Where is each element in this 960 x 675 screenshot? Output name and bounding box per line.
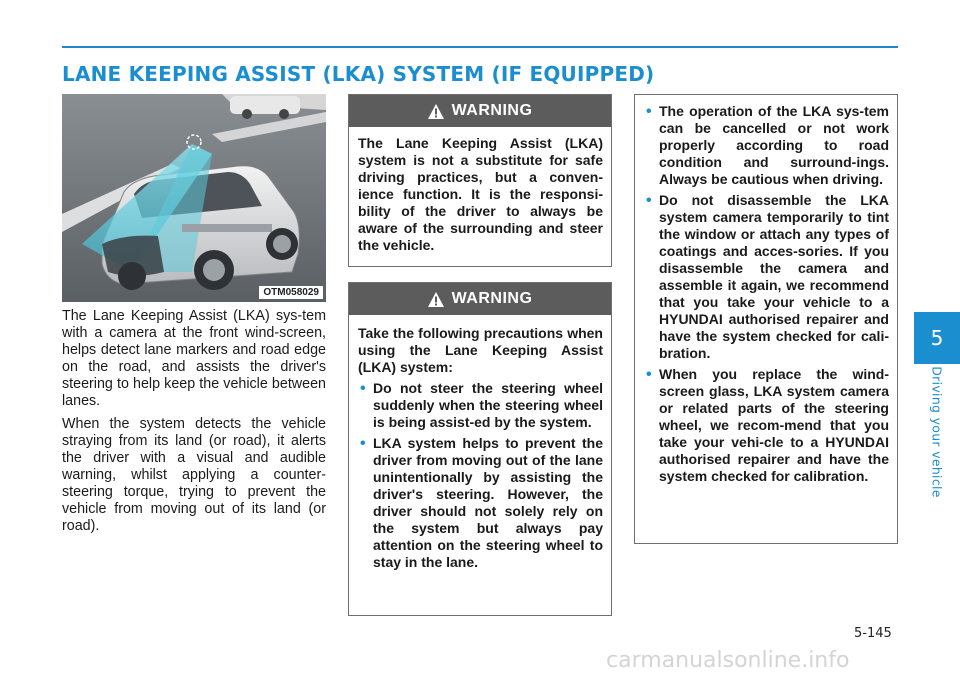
warning-2-intro: Take the following precautions when using the Lane Keeping Assist (LKA) system: [358,325,603,375]
warning-2-bullet: • Do not steer the steering wheel suddenly when the steering wheel is being assist-ed by the system. [358,380,603,431]
intro-text [62,308,326,541]
warning-text-1: The Lane Keeping Assist (LKA) system is not a substitute for safe driving practices, but a conven-ience function. It is the responsi-bility of the driver to always be aware of the surrounding and steer the vehicle. [358,135,603,253]
warning-header-1 [349,95,611,127]
warning-header-2-label: WARNING [451,290,533,307]
warning-header-2 [349,283,611,315]
warning-box-2 [348,282,612,616]
warning-body-2 [349,315,611,583]
intro-paragraph-2: When the system detects the vehicle straying from its land (or road), it alerts the driver with a visual and audible warning, whilst applying a counter-steering torque, trying to prevent the vehicle from moving out of its land (or road). [62,416,326,534]
chapter-label: Driving your vehicle [929,366,945,498]
warning-triangle-icon [428,292,444,307]
lka-illustration [62,94,326,302]
car-camera-illustration [62,94,326,302]
header-rule [62,46,898,48]
caution-bullet: • Do not disassemble the LKA system camera temporarily to tint the window or attach any types of coatings and acces-sories. If you disassemble the camera and assemble it again, we recommend that you take your vehicle to a HYUNDAI authorised repairer and have the system checked for cali-bration. [644,192,889,362]
page-title: LANE KEEPING ASSIST (LKA) SYSTEM (IF EQUIPPED) [62,62,655,86]
caution-box [634,94,898,544]
caution-body [635,95,897,497]
watermark: carmanualsonline.info [606,648,850,673]
chapter-tab: 5 [914,312,960,364]
warning-2-bullet: • LKA system helps to prevent the driver from moving out of the lane unintentionally by assisting the driver's steering. However, the driver should not solely rely on the system but always pay attention on the steering wheel to stay in the lane. [358,435,603,571]
warning-box-1 [348,94,612,267]
warning-body-1 [349,127,611,266]
intro-paragraph-1: The Lane Keeping Assist (LKA) sys-tem with a camera at the front wind-screen, helps detect lane markers and road edge on the road, and assists the driver's steering to help keep the vehicle between lanes. [62,308,326,409]
warning-triangle-icon [428,104,444,119]
figure-caption: OTM058029 [259,286,323,299]
page-number: 5-145 [854,626,892,641]
caution-bullet: • When you replace the wind-screen glass, LKA system camera or related parts of the steering wheel, we recom-mend that you take your vehi-cle to a HYUNDAI authorised repairer and have the system checked for calibration. [644,366,889,485]
warning-header-1-label: WARNING [451,102,533,119]
caution-bullet: • The operation of the LKA sys-tem can be cancelled or not work properly according to road condition and surround-ings. Always be cautious when driving. [644,103,889,188]
